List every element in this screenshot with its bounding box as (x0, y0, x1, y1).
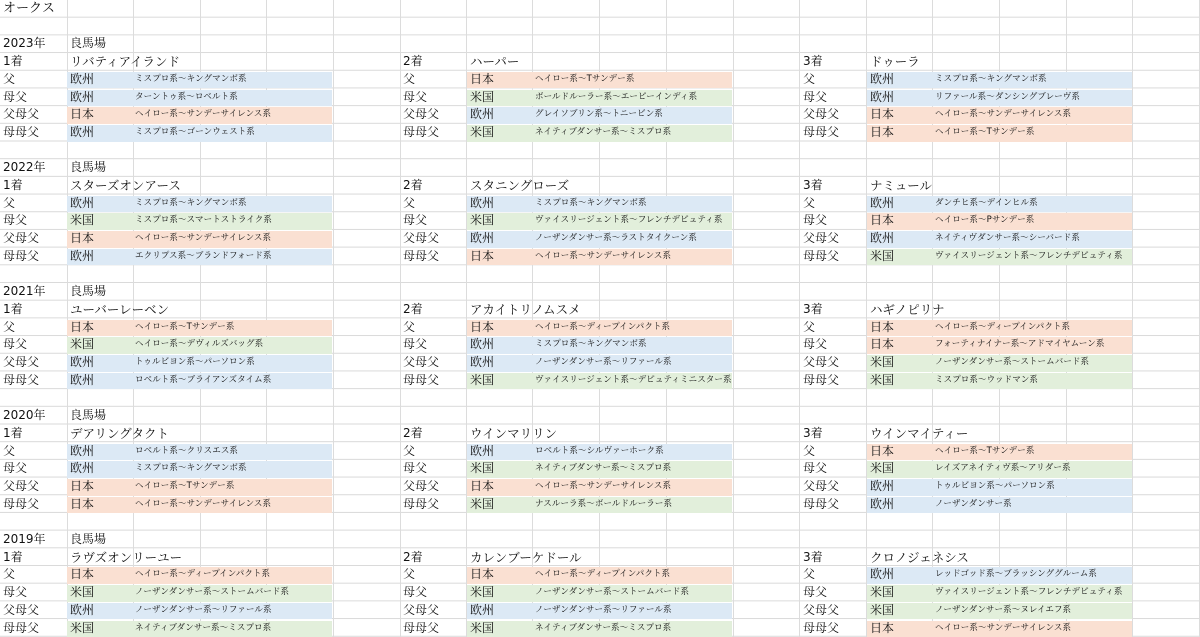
sire-region[interactable]: 欧州 (70, 443, 95, 458)
pedigree-relation[interactable]: 父 (3, 443, 16, 458)
place-label[interactable]: 3着 (803, 178, 823, 192)
place-label[interactable]: 1着 (3, 425, 23, 440)
horse-name[interactable]: ラヴズオンリーユー (70, 549, 183, 565)
sheet-row (0, 89, 1200, 107)
pedigree-relation[interactable]: 父 (803, 567, 816, 582)
sire-region[interactable]: 日本 (870, 337, 895, 352)
pedigree-relation[interactable]: 父母父 (803, 602, 840, 617)
sire-region[interactable]: 欧州 (70, 355, 95, 369)
sire-line[interactable]: ネイティブダンサー系〜ミスプロ系 (135, 622, 272, 633)
sheet-row (0, 372, 1200, 390)
sheet-row (0, 283, 1200, 301)
sheet-row (0, 584, 1200, 602)
pedigree-relation[interactable]: 母父 (3, 89, 28, 104)
sire-region[interactable]: 欧州 (70, 195, 95, 210)
sire-line[interactable]: ネイティブダンサー系〜ミスプロ系 (535, 463, 672, 474)
sire-region[interactable]: 欧州 (870, 71, 895, 86)
pedigree-relation[interactable]: 父母父 (803, 355, 840, 369)
sire-region[interactable]: 米国 (470, 585, 495, 600)
sire-region[interactable]: 欧州 (70, 602, 95, 617)
sheet-title[interactable]: オークス (3, 1, 55, 16)
sire-region[interactable]: 米国 (870, 355, 895, 369)
place-label[interactable]: 3着 (803, 54, 823, 69)
pedigree-relation[interactable]: 母母父 (3, 124, 40, 139)
sire-line[interactable]: トゥルビヨン系〜パーソロン系 (935, 480, 1055, 491)
sire-line[interactable]: ヘイロー系〜サンデーサイレンス系 (535, 480, 672, 491)
pedigree-relation[interactable]: 父 (803, 71, 816, 86)
sire-line[interactable]: ヴァイスリージェント系〜フレンチデピュティ系 (535, 215, 723, 226)
sire-line[interactable]: ヘイロー系〜ディープインパクト系 (935, 321, 1071, 332)
sire-region[interactable]: 欧州 (470, 355, 495, 369)
sire-line[interactable]: リファール系〜ダンシングブレーヴ系 (935, 91, 1081, 102)
pedigree-relation[interactable]: 母父 (403, 89, 428, 104)
sire-line[interactable]: ミスプロ系〜ゴーンウェスト系 (135, 126, 255, 137)
sheet-row (0, 336, 1200, 354)
year-cell[interactable]: 2020年 (3, 408, 46, 423)
sheet-row (0, 407, 1200, 425)
pedigree-relation[interactable]: 父母父 (403, 107, 440, 122)
pedigree-relation[interactable]: 父母父 (803, 231, 840, 246)
pedigree-relation[interactable]: 父母父 (403, 478, 440, 493)
sire-region[interactable]: 米国 (870, 372, 895, 387)
pedigree-relation[interactable]: 父 (3, 195, 16, 210)
sire-region[interactable]: 米国 (70, 213, 95, 228)
sire-region[interactable]: 欧州 (470, 602, 495, 617)
sire-region[interactable]: 欧州 (470, 107, 495, 122)
horse-name[interactable]: ドゥーラ (870, 54, 920, 70)
sire-line[interactable]: ヘイロー系〜サンデーサイレンス系 (135, 498, 272, 509)
track-condition-cell[interactable]: 良馬場 (70, 36, 107, 51)
horse-name[interactable]: ハギノピリナ (870, 301, 945, 317)
year-cell[interactable]: 2021年 (3, 284, 46, 299)
track-condition-cell[interactable]: 良馬場 (70, 160, 107, 175)
sire-line[interactable]: ダンチヒ系〜デインヒル系 (935, 197, 1038, 208)
horse-name[interactable]: カレンブーケドール (470, 549, 582, 565)
sire-region[interactable]: 米国 (870, 461, 895, 476)
pedigree-relation[interactable]: 父母父 (403, 355, 440, 369)
sire-line[interactable]: エクリプス系〜ブランドフォード系 (135, 250, 272, 261)
pedigree-relation[interactable]: 母母父 (403, 124, 440, 139)
pedigree-relation[interactable]: 母母父 (3, 620, 40, 635)
sire-line[interactable]: ネイティブダンサー系〜ミスプロ系 (535, 126, 672, 137)
year-cell[interactable]: 2019年 (3, 532, 46, 546)
track-condition-cell[interactable]: 良馬場 (70, 532, 107, 546)
sheet-row (0, 354, 1200, 372)
pedigree-relation[interactable]: 母母父 (803, 620, 840, 635)
sire-region[interactable]: 欧州 (70, 71, 95, 86)
sire-region[interactable]: 欧州 (870, 496, 895, 511)
pedigree-relation[interactable]: 父 (3, 567, 16, 582)
sire-line[interactable]: グレイソブリン系〜トニービン系 (535, 109, 663, 120)
sire-line[interactable]: ヘイロー系〜サンデーサイレンス系 (535, 250, 672, 261)
pedigree-relation[interactable]: 父 (403, 443, 416, 458)
pedigree-relation[interactable]: 父 (803, 443, 816, 458)
horse-name[interactable]: ウインマイティー (870, 425, 969, 441)
sheet-row (0, 124, 1200, 142)
place-label[interactable]: 1着 (3, 178, 23, 192)
sheet-row (0, 159, 1200, 177)
sire-region[interactable]: 日本 (870, 124, 895, 139)
year-cell[interactable]: 2022年 (3, 160, 46, 175)
sire-line[interactable]: ネイティヴダンサー系〜シーバード系 (935, 233, 1080, 244)
pedigree-relation[interactable]: 母父 (403, 337, 428, 352)
sire-region[interactable]: 欧州 (870, 567, 895, 582)
horse-name[interactable]: スターズオンアース (70, 178, 181, 193)
pedigree-relation[interactable]: 母父 (803, 337, 828, 352)
place-label[interactable]: 1着 (3, 301, 23, 316)
pedigree-relation[interactable]: 父母父 (803, 478, 840, 493)
pedigree-relation[interactable]: 母父 (803, 213, 828, 228)
sheet-row (0, 478, 1200, 496)
pedigree-relation[interactable]: 母父 (803, 461, 828, 476)
horse-name[interactable]: ナミュール (870, 178, 933, 193)
sheet-row (0, 53, 1200, 71)
sire-line[interactable]: ノーザンダンサー系〜ヌレイエフ系 (935, 604, 1072, 615)
sire-region[interactable]: 欧州 (70, 372, 95, 387)
pedigree-relation[interactable]: 母母父 (403, 248, 440, 263)
pedigree-relation[interactable]: 母母父 (803, 496, 840, 511)
sheet-row (0, 212, 1200, 230)
pedigree-relation[interactable]: 父母父 (3, 478, 40, 493)
sire-region[interactable]: 米国 (470, 124, 495, 139)
sire-line[interactable]: ノーザンダンサー系〜ストームバード系 (535, 587, 690, 598)
sire-line[interactable]: ヘイロー系〜Pサンデー系 (935, 215, 1035, 226)
sire-region[interactable]: 米国 (470, 620, 495, 635)
sire-line[interactable]: ミスプロ系〜キングマンボ系 (135, 197, 247, 208)
horse-name[interactable]: リバティアイランド (70, 54, 181, 70)
pedigree-relation[interactable]: 父母父 (403, 602, 440, 617)
sheet-row (0, 531, 1200, 549)
sire-line[interactable]: ノーザンダンサー系〜ストームバード系 (935, 357, 1090, 367)
horse-name[interactable]: ハーパー (470, 54, 520, 70)
place-label[interactable]: 2着 (403, 54, 423, 69)
sire-region[interactable]: 米国 (870, 585, 895, 600)
sheet-row (0, 602, 1200, 620)
sire-region[interactable]: 欧州 (470, 195, 495, 210)
sheet-row (0, 0, 1200, 18)
sire-region[interactable]: 欧州 (70, 89, 95, 104)
pedigree-relation[interactable]: 父 (803, 319, 816, 334)
sire-line[interactable]: ヘイロー系〜サンデーサイレンス系 (135, 233, 272, 244)
horse-name[interactable]: アカイトリノムスメ (470, 301, 581, 317)
sheet-row (0, 195, 1200, 213)
pedigree-relation[interactable]: 母父 (403, 585, 428, 600)
pedigree-relation[interactable]: 父 (403, 71, 416, 86)
sire-region[interactable]: 欧州 (470, 231, 495, 246)
pedigree-relation[interactable]: 母母父 (403, 620, 440, 635)
place-label[interactable]: 2着 (403, 178, 423, 192)
sire-line[interactable]: ヘイロー系〜ディープインパクト系 (135, 569, 271, 580)
sire-region[interactable]: 日本 (470, 478, 495, 493)
sire-line[interactable]: ヴァイスリージェント系〜フレンチデピュティ系 (935, 587, 1123, 598)
sire-region[interactable]: 米国 (470, 461, 495, 476)
sire-region[interactable]: 米国 (70, 620, 95, 635)
year-cell[interactable]: 2023年 (3, 36, 46, 51)
sire-line[interactable]: ヘイロー系〜サンデーサイレンス系 (935, 622, 1072, 633)
sire-line[interactable]: ノーザンダンサー系〜ストームバード系 (135, 587, 290, 598)
sire-region[interactable]: 日本 (870, 213, 895, 228)
sire-region[interactable]: 欧州 (870, 478, 895, 493)
sire-line[interactable]: ヘイロー系〜サンデーサイレンス系 (135, 109, 272, 120)
place-label[interactable]: 2着 (403, 301, 423, 316)
pedigree-relation[interactable]: 母父 (803, 89, 828, 104)
sheet-row (0, 35, 1200, 53)
sire-line[interactable]: ヘイロー系〜サンデーサイレンス系 (935, 109, 1072, 120)
sheet-row (0, 460, 1200, 478)
track-condition-cell[interactable]: 良馬場 (70, 408, 107, 423)
sire-line[interactable]: ネイティブダンサー系〜ミスプロ系 (535, 622, 672, 633)
sire-line[interactable]: ミスプロ系〜スマートストライク系 (135, 215, 272, 226)
sire-region[interactable]: 欧州 (470, 337, 495, 352)
sire-line[interactable]: ミスプロ系〜キングマンボ系 (935, 73, 1047, 84)
sire-region[interactable]: 米国 (470, 213, 495, 228)
pedigree-relation[interactable]: 母母父 (403, 372, 440, 387)
sire-region[interactable]: 米国 (870, 248, 895, 263)
sheet-row (0, 248, 1200, 266)
sheet-row (0, 496, 1200, 514)
sire-region[interactable]: 日本 (470, 319, 495, 334)
pedigree-relation[interactable]: 父母父 (3, 231, 40, 246)
sheet-row (0, 425, 1200, 443)
sire-line[interactable]: ヘイロー系〜Tサンデー系 (535, 73, 635, 84)
pedigree-relation[interactable]: 母母父 (3, 496, 40, 511)
sire-region[interactable]: 日本 (870, 443, 895, 458)
sire-line[interactable]: ミスプロ系〜ウッドマン系 (935, 374, 1039, 385)
sire-line[interactable]: ナスルーラ系〜ボールドルーラー系 (535, 498, 673, 509)
sire-region[interactable]: 日本 (470, 567, 495, 582)
pedigree-relation[interactable]: 父 (403, 195, 416, 210)
sire-region[interactable]: 米国 (70, 337, 95, 352)
pedigree-relation[interactable]: 父母父 (3, 107, 40, 122)
sire-line[interactable]: ヘイロー系〜Tサンデー系 (135, 480, 235, 491)
sire-line[interactable]: ヴァイスリージェント系〜デピュティミニスター系 (535, 374, 732, 385)
horse-name[interactable]: ユーバーレーベン (70, 301, 170, 317)
sire-region[interactable]: 米国 (470, 89, 495, 104)
place-label[interactable]: 3着 (803, 301, 823, 316)
sheet-row (0, 549, 1200, 567)
sire-line[interactable]: ヘイロー系〜Tサンデー系 (935, 445, 1035, 456)
pedigree-relation[interactable]: 父 (3, 319, 16, 334)
pedigree-relation[interactable]: 母母父 (3, 248, 40, 263)
place-label[interactable]: 3着 (803, 425, 823, 440)
sire-line[interactable]: ロベルト系〜ブライアンズタイム系 (135, 374, 272, 385)
sire-region[interactable]: 日本 (70, 478, 95, 493)
sire-line[interactable]: ロベルト系〜クリスエス系 (135, 445, 239, 456)
sire-region[interactable]: 日本 (70, 319, 95, 334)
pedigree-relation[interactable]: 母父 (3, 585, 28, 600)
sire-line[interactable]: ヘイロー系〜ディープインパクト系 (535, 569, 671, 580)
place-label[interactable]: 1着 (3, 54, 23, 69)
sheet-row (0, 106, 1200, 124)
sire-region[interactable]: 日本 (470, 71, 495, 86)
pedigree-relation[interactable]: 父母父 (3, 602, 40, 617)
sire-line[interactable]: ノーザンダンサー系〜リファール系 (135, 604, 272, 615)
pedigree-relation[interactable]: 父 (3, 71, 16, 86)
horse-name[interactable]: デアリングタクト (70, 425, 170, 441)
sire-line[interactable]: ノーザンダンサー系 (935, 498, 1012, 509)
horse-name[interactable]: スタニングローズ (470, 178, 570, 193)
sire-region[interactable]: 欧州 (870, 231, 895, 246)
pedigree-relation[interactable]: 父母父 (803, 107, 840, 122)
sire-line[interactable]: ミスプロ系〜キングマンボ系 (135, 463, 247, 474)
pedigree-relation[interactable]: 父 (403, 319, 416, 334)
pedigree-relation[interactable]: 母父 (3, 337, 28, 352)
sire-line[interactable]: ボールドルーラー系〜エーピーインディ系 (535, 91, 698, 102)
pedigree-relation[interactable]: 父 (803, 195, 816, 210)
sire-region[interactable]: 日本 (470, 248, 495, 263)
sire-line[interactable]: ロベルト系〜シルヴァーホーク系 (535, 445, 664, 456)
sire-line[interactable]: ヴァイスリージェント系〜フレンチデピュティ系 (935, 250, 1123, 261)
sire-line[interactable]: ヘイロー系〜Tサンデー系 (135, 321, 235, 332)
pedigree-relation[interactable]: 父母父 (403, 231, 440, 246)
sheet-row (0, 443, 1200, 461)
sire-region[interactable]: 日本 (70, 231, 95, 246)
pedigree-relation[interactable]: 母母父 (803, 248, 840, 263)
sire-region[interactable]: 欧州 (870, 195, 895, 210)
sire-region[interactable]: 日本 (870, 620, 895, 635)
place-label[interactable]: 3着 (803, 549, 823, 564)
sire-region[interactable]: 米国 (70, 585, 95, 600)
place-label[interactable]: 2着 (403, 549, 423, 564)
pedigree-relation[interactable]: 母父 (803, 585, 828, 600)
sire-region[interactable]: 米国 (470, 496, 495, 511)
sire-line[interactable]: ミスプロ系〜キングマンボ系 (535, 197, 647, 208)
sheet-row (0, 230, 1200, 248)
sire-line[interactable]: レイズアネイティヴ系〜アリダー系 (935, 463, 1071, 474)
sire-region[interactable]: 欧州 (70, 248, 95, 263)
pedigree-relation[interactable]: 母母父 (803, 124, 840, 139)
sire-region[interactable]: 米国 (470, 372, 495, 387)
track-condition-cell[interactable]: 良馬場 (70, 284, 107, 299)
pedigree-relation[interactable]: 母母父 (403, 496, 440, 511)
horse-name[interactable]: クロノジェネシス (870, 549, 969, 565)
pedigree-relation[interactable]: 母母父 (3, 372, 40, 387)
sire-line[interactable]: ヘイロー系〜ディープインパクト系 (535, 321, 671, 332)
sheet-row (0, 301, 1200, 319)
sire-region[interactable]: 日本 (70, 567, 95, 582)
pedigree-relation[interactable]: 母母父 (803, 372, 840, 387)
sire-region[interactable]: 欧州 (70, 124, 95, 139)
sheet-row (0, 319, 1200, 337)
sheet-row (0, 177, 1200, 195)
sire-line[interactable]: ヘイロー系〜Tサンデー系 (935, 126, 1035, 137)
horse-name[interactable]: ウインマリリン (470, 425, 558, 441)
sheet-row (0, 566, 1200, 584)
sire-region[interactable]: 日本 (70, 496, 95, 511)
sire-region[interactable]: 欧州 (70, 461, 95, 476)
pedigree-relation[interactable]: 母父 (3, 461, 28, 476)
sire-line[interactable]: レッドゴッド系〜ブラッシンググルーム系 (935, 569, 1097, 580)
sire-line[interactable]: フォーティナイナー系〜アドマイヤムーン系 (935, 339, 1105, 350)
sire-region[interactable]: 米国 (870, 602, 895, 617)
sire-line[interactable]: ミスプロ系〜キングマンボ系 (535, 339, 647, 350)
sire-line[interactable]: ノーザンダンサー系〜リファール系 (535, 604, 672, 615)
sire-line[interactable]: ヘイロー系〜デヴィルズバッグ系 (135, 339, 264, 350)
sire-region[interactable]: 日本 (70, 107, 95, 122)
place-label[interactable]: 2着 (403, 425, 423, 440)
sire-line[interactable]: トゥルビヨン系〜パーソロン系 (135, 357, 255, 367)
pedigree-relation[interactable]: 母父 (3, 213, 28, 228)
sire-region[interactable]: 欧州 (870, 89, 895, 104)
sheet-row (0, 71, 1200, 89)
pedigree-relation[interactable]: 母父 (403, 213, 428, 228)
sire-line[interactable]: ミスプロ系〜キングマンボ系 (135, 73, 247, 84)
place-label[interactable]: 1着 (3, 549, 23, 564)
sire-line[interactable]: ノーザンダンサー系〜ラストタイクーン系 (535, 233, 697, 244)
pedigree-relation[interactable]: 父 (403, 567, 416, 582)
sire-region[interactable]: 欧州 (470, 443, 495, 458)
sire-region[interactable]: 日本 (870, 107, 895, 122)
pedigree-relation[interactable]: 母父 (403, 461, 428, 476)
pedigree-relation[interactable]: 父母父 (3, 355, 40, 369)
sire-region[interactable]: 日本 (870, 319, 895, 334)
sheet-row (0, 620, 1200, 637)
sire-line[interactable]: ノーザンダンサー系〜リファール系 (535, 357, 672, 367)
sire-line[interactable]: ターントゥ系〜ロベルト系 (135, 91, 238, 102)
